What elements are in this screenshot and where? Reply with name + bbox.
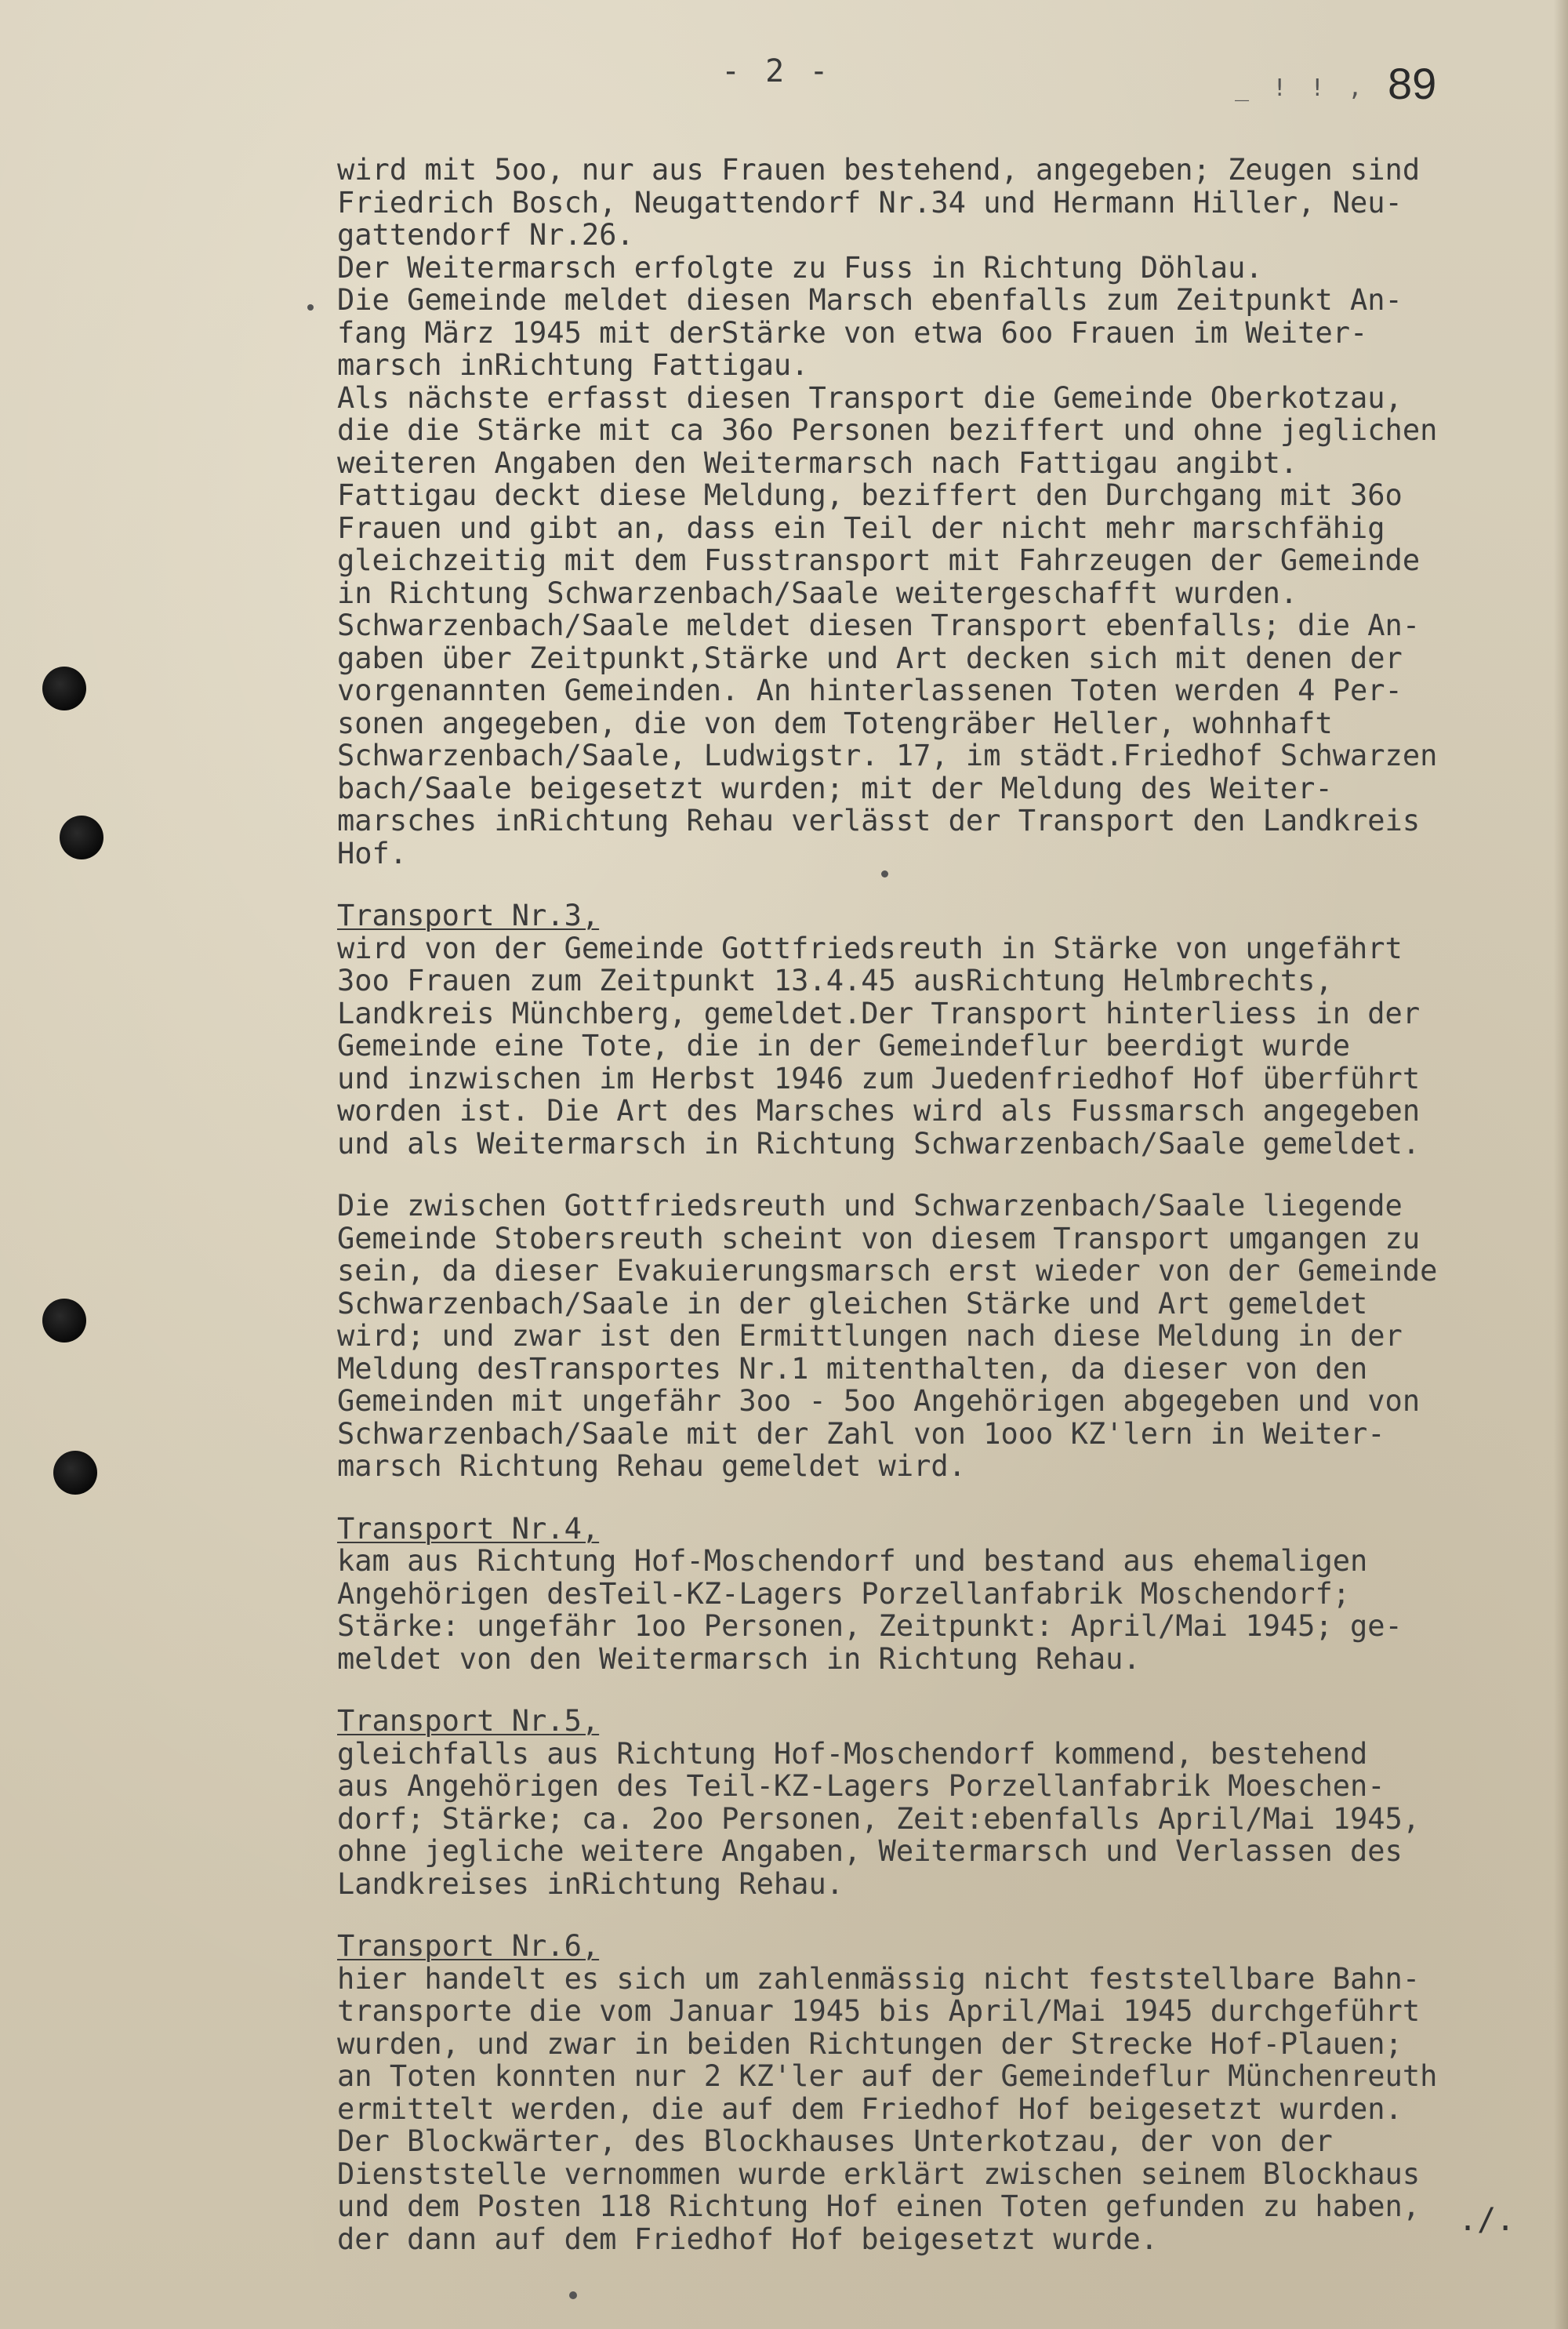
paragraph-gap <box>337 1160 1560 1190</box>
text-line: worden ist. Die Art des Marsches wird als Fussmarsch angegeben <box>337 1094 1421 1128</box>
punch-hole-3 <box>42 1299 86 1343</box>
section-heading: Transport Nr.4, <box>337 1511 600 1546</box>
text-line: Schwarzenbach/Saale, Ludwigstr. 17, im städt.Friedhof Schwarzen <box>337 739 1438 772</box>
text-line: wurden, und zwar in beiden Richtungen der Strecke Hof-Plauen; <box>337 2026 1403 2061</box>
text-line: Schwarzenbach/Saale mit der Zahl von 1ooo KZ'lern in Weiter- <box>337 1416 1385 1451</box>
text-line: marsch inRichtung Fattigau. <box>337 348 809 382</box>
text-line: bach/Saale beigesetzt wurden; mit der Meldung des Weiter- <box>337 771 1333 805</box>
text-line: 3oo Frauen zum Zeitpunkt 13.4.45 ausRichtung Helmbrechts, <box>337 964 1333 997</box>
text-line: sonen angegeben, die von dem Totengräber Heller, wohnhaft <box>337 706 1333 740</box>
section-heading: Transport Nr.5, <box>337 1704 600 1738</box>
text-line: Schwarzenbach/Saale in der gleichen Stärke und Art gemeldet <box>337 1286 1368 1321</box>
text-line: dorf; Stärke; ca. 2oo Personen, Zeit:ebenfalls April/Mai 1945, <box>337 1801 1421 1836</box>
text-line: wird von der Gemeinde Gottfriedsreuth in Stärke von ungefährt <box>337 931 1403 965</box>
text-line: marsch Richtung Rehau gemeldet wird. <box>337 1449 966 1483</box>
paragraph-gap <box>337 1483 1560 1513</box>
text-line: gleichzeitig mit dem Fusstransport mit Fahrzeugen der Gemeinde <box>337 543 1421 577</box>
text-line: gattendorf Nr.26. <box>337 218 634 252</box>
text-line: Der Weitermarsch erfolgte zu Fuss in Richtung Döhlau. <box>337 250 1263 285</box>
speck <box>307 304 314 311</box>
folio-number: 89 <box>1388 59 1437 108</box>
text-line: gaben über Zeitpunkt,Stärke und Art decken sich mit denen der <box>337 641 1403 675</box>
text-line: kam aus Richtung Hof-Moschendorf und bestand aus ehemaligen <box>337 1544 1368 1578</box>
text-line: Gemeinde Stobersreuth scheint von diesem Transport umgangen zu <box>337 1221 1421 1255</box>
text-line: Fattigau deckt diese Meldung, beziffert den Durchgang mit 36o <box>337 478 1403 512</box>
speck <box>569 2291 577 2299</box>
text-line: Dienststelle vernommen wurde erklärt zwischen seinem Blockhaus <box>337 2156 1421 2191</box>
text-line: Landkreis Münchberg, gemeldet.Der Transport hinterliess in der <box>337 996 1421 1030</box>
section-heading: Transport Nr.3, <box>337 899 600 932</box>
punch-hole-2 <box>60 816 103 859</box>
text-line: ermittelt werden, die auf dem Friedhof Hof beigesetzt wurden. <box>337 2091 1403 2126</box>
text-line: und inzwischen im Herbst 1946 zum Juedenfriedhof Hof überführt <box>337 1061 1421 1095</box>
text-line: meldet von den Weitermarsch in Richtung Rehau. <box>337 1641 1141 1676</box>
text-line: Landkreises inRichtung Rehau. <box>337 1866 844 1901</box>
text-line: Hof. <box>337 836 408 870</box>
text-line: Die zwischen Gottfriedsreuth und Schwarzenbach/Saale liegende <box>337 1189 1403 1223</box>
punch-hole-1 <box>42 667 86 710</box>
section-heading: Transport Nr.6, <box>337 1929 600 1963</box>
text-line: Gemeinden mit ungefähr 3oo - 5oo Angehörigen abgegeben und von <box>337 1384 1421 1418</box>
text-line: sein, da dieser Evakuierungsmarsch erst wieder von der Gemeinde <box>337 1254 1438 1288</box>
text-line: Als nächste erfasst diesen Transport die Gemeinde Oberkotzau, <box>337 380 1403 415</box>
text-line: Frauen und gibt an, dass ein Teil der nicht mehr marschfähig <box>337 510 1385 545</box>
text-line: marsches inRichtung Rehau verlässt der Transport den Landkreis <box>337 804 1421 837</box>
punch-hole-4 <box>53 1451 97 1495</box>
text-line: Der Blockwärter, des Blockhauses Unterkotzau, der von der <box>337 2124 1333 2158</box>
text-line: hier handelt es sich um zahlenmässig nicht feststellbare Bahn- <box>337 1961 1421 1996</box>
text-line: in Richtung Schwarzenbach/Saale weitergeschafft wurden. <box>337 576 1298 610</box>
text-line: an Toten konnten nur 2 KZ'ler auf der Gemeindeflur Münchenreuth <box>337 2059 1438 2093</box>
text-line: die die Stärke mit ca 36o Personen beziffert und ohne jeglichen <box>337 413 1438 447</box>
text-line: wird mit 5oo, nur aus Frauen bestehend, angegeben; Zeugen sind <box>337 153 1421 187</box>
text-line: Angehörigen desTeil-KZ-Lagers Porzellanfabrik Moschendorf; <box>337 1576 1351 1611</box>
text-line: und dem Posten 118 Richtung Hof einen Toten gefunden zu haben, <box>337 2189 1421 2223</box>
page-number: - 2 - <box>721 53 832 89</box>
text-line: fang März 1945 mit derStärke von etwa 6oo Frauen im Weiter- <box>337 315 1368 350</box>
folio-stamp: _ ! ! , <box>1235 74 1367 102</box>
document-body <box>337 154 1560 2255</box>
text-line: Friedrich Bosch, Neugattendorf Nr.34 und Hermann Hiller, Neu- <box>337 185 1403 220</box>
text-line: ohne jegliche weitere Angaben, Weitermarsch und Verlassen des <box>337 1834 1403 1868</box>
text-line: Stärke: ungefähr 1oo Personen, Zeitpunkt: April/Mai 1945; ge- <box>337 1609 1403 1643</box>
paragraph-gap <box>337 1900 1560 1930</box>
paragraph-gap <box>337 1675 1560 1705</box>
continuation-mark: ./. <box>1458 2202 1515 2238</box>
text-line: transporte die vom Januar 1945 bis April/Mai 1945 durchgeführt <box>337 1994 1421 2028</box>
paragraph-gap <box>337 870 1560 899</box>
text-line: Die Gemeinde meldet diesen Marsch ebenfalls zum Zeitpunkt An- <box>337 283 1403 317</box>
text-line: Schwarzenbach/Saale meldet diesen Transport ebenfalls; die An- <box>337 609 1421 642</box>
text-line: und als Weitermarsch in Richtung Schwarzenbach/Saale gemeldet. <box>337 1126 1421 1161</box>
text-line: Meldung desTransportes Nr.1 mitenthalten, da dieser von den <box>337 1351 1368 1386</box>
text-line: weiteren Angaben den Weitermarsch nach Fattigau angibt. <box>337 445 1298 480</box>
text-line: aus Angehörigen des Teil-KZ-Lagers Porzellanfabrik Moeschen- <box>337 1769 1385 1803</box>
text-line: vorgenannten Gemeinden. An hinterlassenen Toten werden 4 Per- <box>337 674 1403 707</box>
text-line: der dann auf dem Friedhof Hof beigesetzt wurde. <box>337 2222 1158 2256</box>
text-line: gleichfalls aus Richtung Hof-Moschendorf kommend, bestehend <box>337 1736 1368 1771</box>
text-line: Gemeinde eine Tote, die in der Gemeindeflur beerdigt wurde <box>337 1029 1351 1063</box>
text-line: wird; und zwar ist den Ermittlungen nach diese Meldung in der <box>337 1319 1403 1353</box>
